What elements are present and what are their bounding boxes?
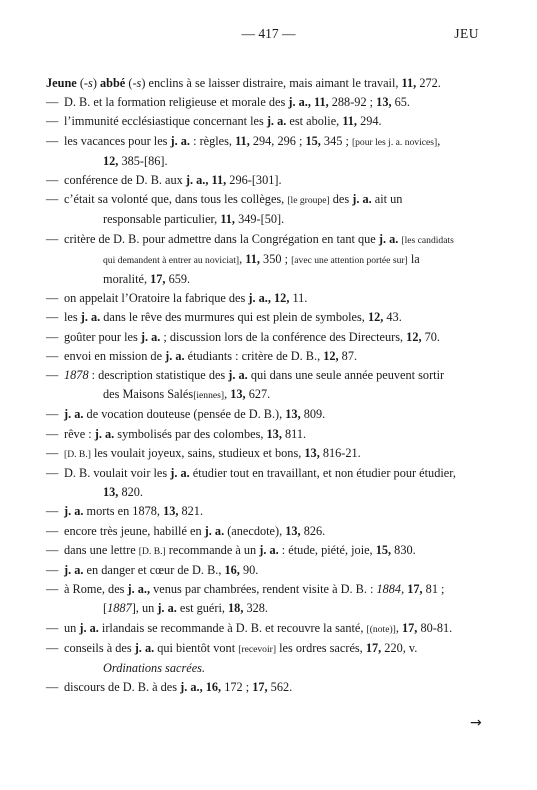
subentry-dash: —	[46, 329, 59, 344]
entry-text: [iennes]	[193, 390, 225, 402]
entry-text: 328.	[243, 601, 268, 616]
entry-text: [le groupe]	[287, 195, 330, 207]
entry-text: j. a.,	[180, 680, 203, 695]
entry-text: : description statistique des	[88, 368, 229, 383]
entry-text: (-	[76, 76, 89, 90]
entry-text: 13,	[266, 426, 282, 441]
page-number: — 417 —	[241, 26, 296, 41]
entry-text: 13,	[103, 485, 119, 500]
entry-text: 811.	[281, 426, 307, 441]
subentry-dash: —	[46, 504, 59, 519]
subentry-dash: —	[46, 310, 59, 325]
entry-text: 296-[301].	[226, 173, 282, 188]
entry-text: 43.	[383, 310, 402, 325]
entry-text: 13,	[376, 95, 392, 110]
entry-text: 562.	[267, 680, 293, 695]
entry-text: j. a.	[64, 504, 84, 519]
subentry-dash: —	[46, 620, 59, 635]
entry-text: 12,	[367, 310, 384, 325]
subentry-dash: —	[46, 368, 59, 383]
entry-text: s	[136, 76, 142, 90]
entry-text: 65.	[391, 95, 410, 110]
entry-text: s	[88, 76, 93, 90]
entry-text: 288-92 ;	[328, 95, 377, 110]
entry-text: ,	[395, 620, 402, 635]
entry-text: 172 ;	[221, 680, 253, 695]
continuation-arrow-icon: →	[470, 715, 482, 731]
entry-text: 18,	[228, 601, 244, 616]
entry-text: j. a.	[64, 407, 84, 422]
index-subentry	[46, 405, 456, 424]
entry-text: j. a.	[352, 192, 372, 207]
entry-text: 16,	[224, 563, 240, 578]
entry-text: dans le rêve des murmures qui est plein de symboles,	[100, 310, 368, 325]
entry-text: dans une lettre	[64, 542, 139, 557]
entry-text: 80-81.	[417, 620, 453, 635]
entry-text: Jeune	[46, 76, 77, 90]
entry-text: symbolisés par des colombes,	[114, 426, 267, 441]
entry-text: étudiants : critère de D. B.,	[184, 348, 324, 363]
entry-text: ait un responsable particulier,	[103, 192, 403, 227]
index-subentry	[46, 425, 456, 444]
entry-text: encore très jeune, habillé en	[64, 523, 205, 538]
index-subentry	[46, 93, 456, 112]
entry-text: ) enclins à se laisser distraire, mais aimant le travail,	[141, 76, 402, 90]
entry-text: j. a.	[259, 542, 279, 557]
entry-text: 17,	[252, 680, 268, 695]
entry-text: rêve :	[64, 426, 95, 441]
entry-text: j. a.	[228, 368, 248, 383]
entry-text: est abolie,	[286, 114, 343, 129]
entry-text: 294, 296 ;	[249, 133, 306, 148]
page-header	[0, 26, 537, 46]
entry-text: 90.	[239, 563, 259, 578]
subentry-dash: —	[46, 407, 59, 422]
entry-text: 17,	[402, 620, 418, 635]
entry-text: j. a.	[134, 640, 155, 655]
entry-text: j. a.	[64, 563, 84, 578]
index-subentry	[46, 328, 456, 347]
subentry-dash: —	[46, 231, 59, 246]
entry-text: j. a.	[378, 231, 399, 246]
running-head: JEU	[454, 26, 479, 41]
subentry-dash: —	[46, 133, 59, 148]
entry-text: j. a.,	[185, 173, 209, 188]
entry-text: 385-[86].	[118, 153, 168, 168]
entry-text: j. a.,	[248, 291, 271, 306]
entry-text: 12,	[274, 291, 290, 306]
entry-text: 11,	[401, 76, 417, 90]
entry-text: 820.	[118, 485, 143, 500]
entry-text: D. B. voulait voir les	[64, 466, 171, 481]
entry-text: 15,	[305, 133, 321, 148]
index-subentry	[46, 522, 456, 541]
entry-text: goûter pour les	[64, 329, 141, 344]
entry-text: 16,	[205, 680, 222, 695]
entry-text: 11,	[313, 95, 329, 110]
entry-text: 659.	[165, 272, 191, 287]
index-subentry	[46, 366, 456, 405]
entry-text: j. a.	[157, 601, 177, 616]
index-subentry	[46, 639, 456, 678]
entry-text: qui dans une seule année peuvent sortir des Maisons Salés	[103, 368, 445, 402]
entry-text: 11,	[211, 173, 227, 188]
entry-text: discours de D. B. à des	[64, 680, 181, 695]
entry-text: ; discussion lors de la conférence des Directeurs,	[160, 329, 407, 344]
entry-text: 13,	[163, 504, 179, 519]
entry-text: ], un	[131, 601, 158, 616]
subentry-dash: —	[46, 640, 59, 655]
entry-text: 272.	[416, 76, 441, 90]
entry-text: j. a.	[94, 426, 115, 441]
subentry-dash: —	[46, 582, 59, 597]
subentry-dash: —	[46, 95, 59, 110]
entry-text: ,	[437, 133, 441, 148]
index-subentry	[46, 132, 456, 171]
entry-text: [(note)]	[366, 623, 396, 635]
entry-text: )	[92, 76, 100, 90]
entry-text: 1884	[376, 582, 402, 597]
entry-text: j. a.	[204, 523, 225, 538]
index-subentry	[46, 580, 456, 618]
entry-text: (-	[125, 76, 137, 90]
entry-text: j. a.	[140, 329, 161, 344]
index-subentry	[46, 464, 456, 502]
entry-text: on appelait l’Oratoire la fabrique des	[64, 291, 249, 306]
entry-text: conférence de D. B. aux	[64, 173, 186, 188]
subentry-dash: —	[46, 680, 59, 695]
entry-text: c’était sa volonté que, dans tous les collèges,	[64, 192, 288, 207]
entry-text: Ordinations sacrées.	[103, 661, 206, 676]
entry-text: 349-[50].	[235, 212, 285, 227]
index-subentry	[46, 541, 456, 561]
entry-text: [avec une attention portée sur]	[291, 254, 408, 266]
entry-text: 821.	[178, 504, 204, 519]
subentry-dash: —	[46, 466, 59, 481]
entry-text: j. a.	[165, 348, 185, 363]
subentry-dash: —	[46, 523, 59, 538]
index-subentry	[46, 289, 456, 308]
entry-text: à Rome, des	[64, 582, 128, 597]
entry-text: 11.	[289, 291, 308, 306]
entry-text: 1878	[64, 368, 89, 383]
index-subentry	[46, 678, 456, 697]
entry-text: irlandais se recommande à D. B. et recouvre la santé,	[98, 620, 367, 635]
entry-text: : règles,	[190, 133, 236, 148]
subentry-dash: —	[46, 348, 59, 363]
entry-text: qui bientôt vont	[154, 640, 239, 655]
subentry-dash: —	[46, 192, 59, 207]
entry-text: 15,	[375, 542, 392, 557]
entry-text: j. a.,	[127, 582, 151, 597]
index-subentry	[46, 171, 456, 190]
index-headword-entry	[46, 74, 456, 93]
entry-text: 826.	[300, 523, 326, 538]
entry-text: 11,	[245, 251, 260, 266]
entry-text: les	[64, 310, 81, 325]
entry-text: étudier tout en travaillant, et non étudier pour étudier,	[189, 466, 456, 481]
entry-text: j. a.	[170, 466, 190, 481]
entry-text: ,	[224, 387, 231, 402]
entry-text: j. a.	[170, 133, 190, 148]
entry-text: 12,	[323, 348, 339, 363]
entry-text: 11,	[342, 114, 358, 129]
entry-text: envoi en mission de	[64, 348, 166, 363]
entry-text: en danger et cœur de D. B.,	[83, 563, 225, 578]
entry-text: [pour les j. a. novices]	[351, 136, 438, 148]
entry-text: [recevoir]	[238, 643, 277, 655]
entry-text: 830.	[391, 542, 416, 557]
entry-text: ,	[401, 582, 408, 597]
entry-text: conseils à des	[64, 640, 135, 655]
entry-text: morts en 1878,	[83, 504, 164, 519]
entry-text: [D. B.]	[64, 448, 91, 460]
entry-text: j. a.,	[288, 95, 311, 110]
entry-text: 220, v.	[381, 640, 418, 655]
entry-text: 809.	[300, 407, 326, 422]
entry-text: la moralité,	[103, 251, 420, 287]
entry-text: 12,	[103, 153, 119, 168]
entry-text: j. a.	[266, 114, 287, 129]
entry-text: 627.	[245, 387, 271, 402]
entry-text: 13,	[304, 445, 320, 460]
entry-text: [les candidats qui demandent à entrer au noviciat]	[103, 234, 454, 266]
subentry-dash: —	[46, 173, 59, 188]
entry-text: 345 ;	[320, 133, 352, 148]
index-subentry	[46, 308, 456, 327]
index-subentry	[46, 347, 456, 366]
index-entries	[46, 74, 456, 698]
entry-text: 1887	[107, 601, 132, 616]
entry-text: [D. B.]	[138, 545, 166, 557]
entry-text: les voulait joyeux, sains, studieux et bons,	[90, 445, 305, 460]
entry-text: des	[329, 192, 353, 207]
entry-text: (anecdote),	[224, 523, 286, 538]
entry-text: les vacances pour les	[64, 133, 171, 148]
subentry-dash: —	[46, 114, 59, 129]
entry-text: 81 ; [	[103, 582, 445, 616]
entry-text: 11,	[235, 133, 250, 148]
entry-text: les ordres sacrés,	[276, 640, 366, 655]
entry-text: critère de D. B. pour admettre dans la Congrégation en tant que	[64, 231, 379, 246]
entry-text: de vocation douteuse (pensée de D. B.),	[83, 407, 286, 422]
entry-text: 12,	[406, 329, 422, 344]
index-subentry	[46, 561, 456, 580]
entry-text: 17,	[407, 582, 423, 597]
index-subentry	[46, 112, 456, 131]
subentry-dash: —	[46, 542, 59, 557]
entry-text: abbé	[99, 76, 126, 90]
entry-text: 11,	[220, 212, 236, 227]
entry-text: 70.	[421, 329, 440, 344]
subentry-dash: —	[46, 426, 59, 441]
entry-text: 294.	[357, 114, 382, 129]
entry-text: 17,	[365, 640, 382, 655]
subentry-dash: —	[46, 445, 59, 460]
entry-text: 13,	[285, 407, 301, 422]
index-subentry	[46, 619, 456, 639]
entry-text: un	[64, 620, 80, 635]
entry-text: 17,	[150, 272, 166, 287]
entry-text: D. B. et la formation religieuse et morale des	[64, 95, 289, 110]
index-subentry	[46, 502, 456, 521]
entry-text: 87.	[338, 348, 358, 363]
entry-text: 13,	[285, 523, 301, 538]
index-subentry	[46, 230, 456, 290]
entry-text: l’immunité ecclésiastique concernant les	[64, 114, 267, 129]
entry-text: j. a.	[80, 310, 101, 325]
entry-text: 350 ;	[259, 251, 292, 266]
entry-text: 816-21.	[319, 445, 361, 460]
entry-text: recommande à un	[165, 542, 260, 557]
entry-text: venus par chambrées, rendent visite à D. B. :	[150, 582, 377, 597]
entry-text: ,	[239, 251, 246, 266]
subentry-dash: —	[46, 291, 59, 306]
index-subentry	[46, 444, 456, 464]
entry-text: 13,	[230, 387, 246, 402]
entry-text: est guéri,	[176, 601, 229, 616]
entry-text: j. a.	[79, 620, 99, 635]
entry-text: : étude, piété, joie,	[278, 542, 376, 557]
index-subentry	[46, 190, 456, 229]
subentry-dash: —	[46, 563, 59, 578]
